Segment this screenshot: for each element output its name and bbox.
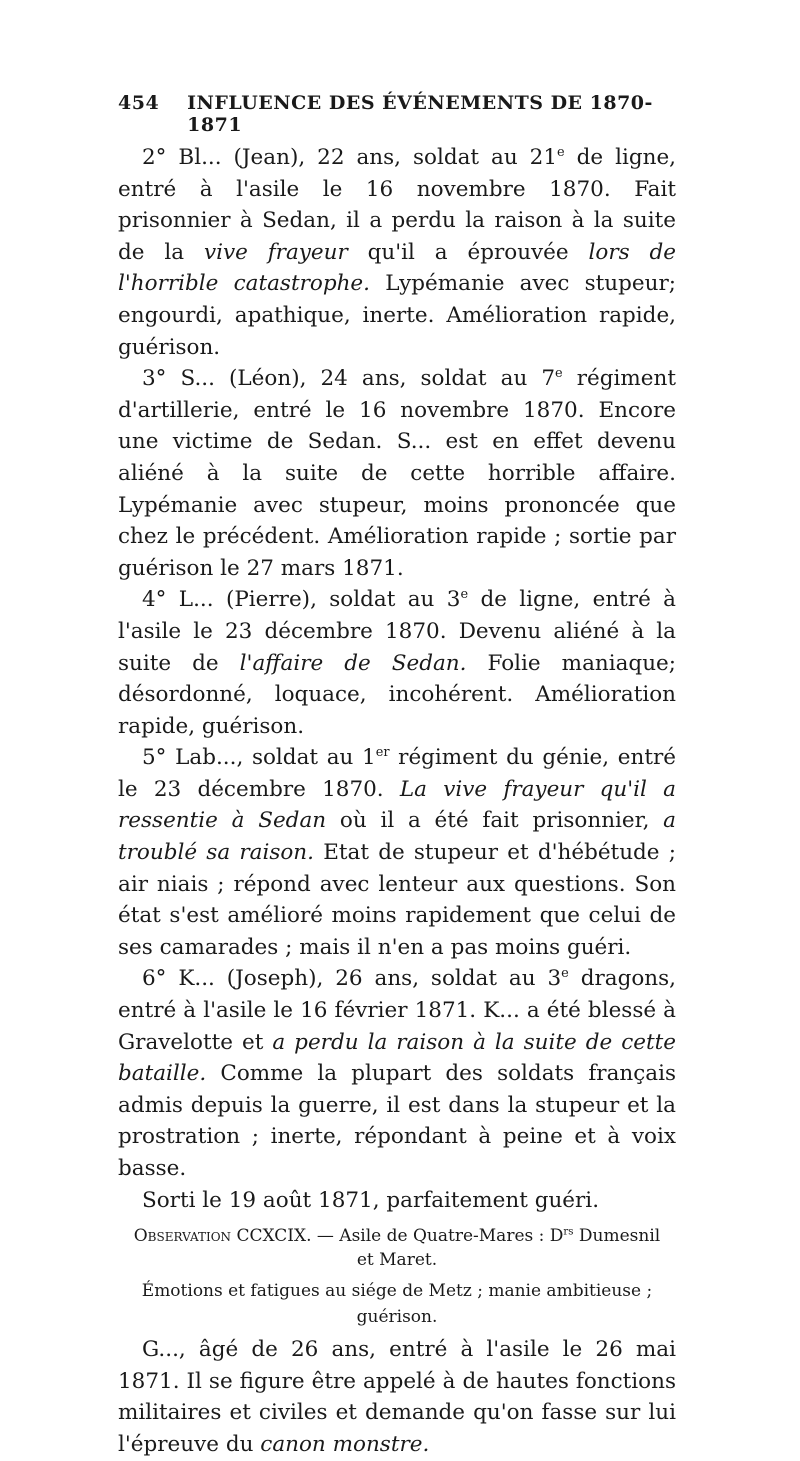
text-run: régiment d'artillerie, entré le 16 novembre 1870. Encore une victime de Sedan. S... est en effet devenu aliéné à la suite de cette horrible affaire. Lypémanie avec stupeur, moins prononcée que chez le précédent. Amélioration rapide ; sortie par guérison le 27 mars 1871. bbox=[118, 366, 676, 581]
case-paragraph bbox=[118, 142, 676, 363]
italic-text: a perdu la raison à la suite de cette bataille. bbox=[118, 1029, 677, 1087]
text-run: 2° Bl... (Jean), 22 ans, soldat au 21 bbox=[142, 145, 558, 170]
text-run: Etat de stupeur et d'hébétude ; air niais ; répond avec lenteur aux questions. Son état s'est amélioré moins rapidement que celui de ses camarades ; mais il n'en a pas moins guéri. bbox=[118, 840, 676, 960]
discharge-note bbox=[118, 1185, 676, 1217]
case-paragraph bbox=[118, 363, 676, 584]
text-run: 5° Lab..., soldat au 1 bbox=[142, 745, 376, 771]
text-run: G..., âgé de 26 ans, entré à l'asile le 26 mai 1871. Il se figure être appelé à de hautes fonctions militaires et civiles et demande qu'on fasse sur lui l'épreuve du bbox=[118, 1337, 676, 1457]
italic-text: a troublé sa raison. bbox=[118, 808, 676, 866]
body-text bbox=[118, 142, 676, 1216]
text-run: Folie maniaque; désordonné, loquace, incohérent. Amélioration rapide, guérison. bbox=[118, 650, 677, 739]
observation-line-1 bbox=[118, 1224, 676, 1248]
text-run: régiment du génie, entré le 23 décembre 1870. bbox=[118, 745, 676, 802]
case-paragraph bbox=[118, 584, 676, 742]
case-paragraph bbox=[118, 1334, 676, 1460]
italic-text: La vive frayeur qu'il a ressentie à Sedan bbox=[118, 776, 676, 834]
text-run: Lypémanie avec stupeur; engourdi, apathique, inerte. Amélioration rapide, guérison. bbox=[118, 271, 676, 360]
text-run: 3° S... (Léon), 24 ans, soldat au 7 bbox=[142, 366, 556, 392]
text-run: 4° L... (Pierre), soldat au 3 bbox=[142, 587, 461, 613]
running-head: INFLUENCE DES ÉVÉNEMENTS DE 1870-1871 bbox=[187, 92, 653, 136]
observation-label: Observation CCXCIX. bbox=[133, 1226, 312, 1247]
body-text-final bbox=[118, 1334, 676, 1460]
page-header bbox=[118, 92, 676, 136]
text-run: dragons, entré à l'asile le 16 février 1871. K... a été blessé à Gravelotte et bbox=[118, 966, 676, 1055]
text-run: Sorti le 19 août 1871, parfaitement guéri. bbox=[142, 1187, 600, 1213]
italic-text: canon monstre. bbox=[260, 1431, 430, 1457]
case-paragraph bbox=[118, 742, 676, 963]
superscript: e bbox=[555, 366, 563, 381]
observation-heading bbox=[118, 1224, 676, 1272]
italic-text: lors de l'horrible catastrophe. bbox=[118, 239, 677, 297]
text-run: qu'il a éprouvée bbox=[347, 239, 589, 265]
text-run: 6° K... (Joseph), 26 ans, soldat au 3 bbox=[142, 966, 562, 992]
observation-place: — Asile de Quatre-Mares : D bbox=[311, 1226, 564, 1247]
superscript: e bbox=[460, 587, 469, 603]
page-number: 454 bbox=[118, 92, 160, 114]
observation-line-2: et Maret. bbox=[356, 1250, 438, 1271]
superscript: e bbox=[561, 966, 569, 982]
superscript: er bbox=[375, 745, 390, 761]
italic-text: l'affaire de Sedan. bbox=[239, 650, 467, 676]
italic-text: vive frayeur bbox=[203, 239, 348, 265]
observation-doctors-abbrev: rs bbox=[563, 1226, 574, 1238]
superscript: e bbox=[557, 144, 565, 160]
text-run: où il a été fait prisonnier, bbox=[326, 808, 664, 834]
case-paragraph bbox=[118, 963, 676, 1184]
text-run: de ligne, entré à l'asile le 16 novembre 1870. Fait prisonnier à Sedan, il a perdu la raison à la suite de la bbox=[118, 145, 677, 265]
observation-doctor-1: Dumesnil bbox=[573, 1226, 661, 1247]
text-run: de ligne, entré à l'asile le 23 décembre 1870. Devenu aliéné à la suite de bbox=[118, 587, 676, 676]
text-run: Comme la plupart des soldats français admis depuis la guerre, il est dans la stupeur et la prostration ; inerte, répondant à peine et à voix basse. bbox=[118, 1061, 676, 1181]
observation-summary: Émotions et fatigues au siége de Metz ; manie ambitieuse ; guérison. bbox=[141, 1281, 653, 1328]
